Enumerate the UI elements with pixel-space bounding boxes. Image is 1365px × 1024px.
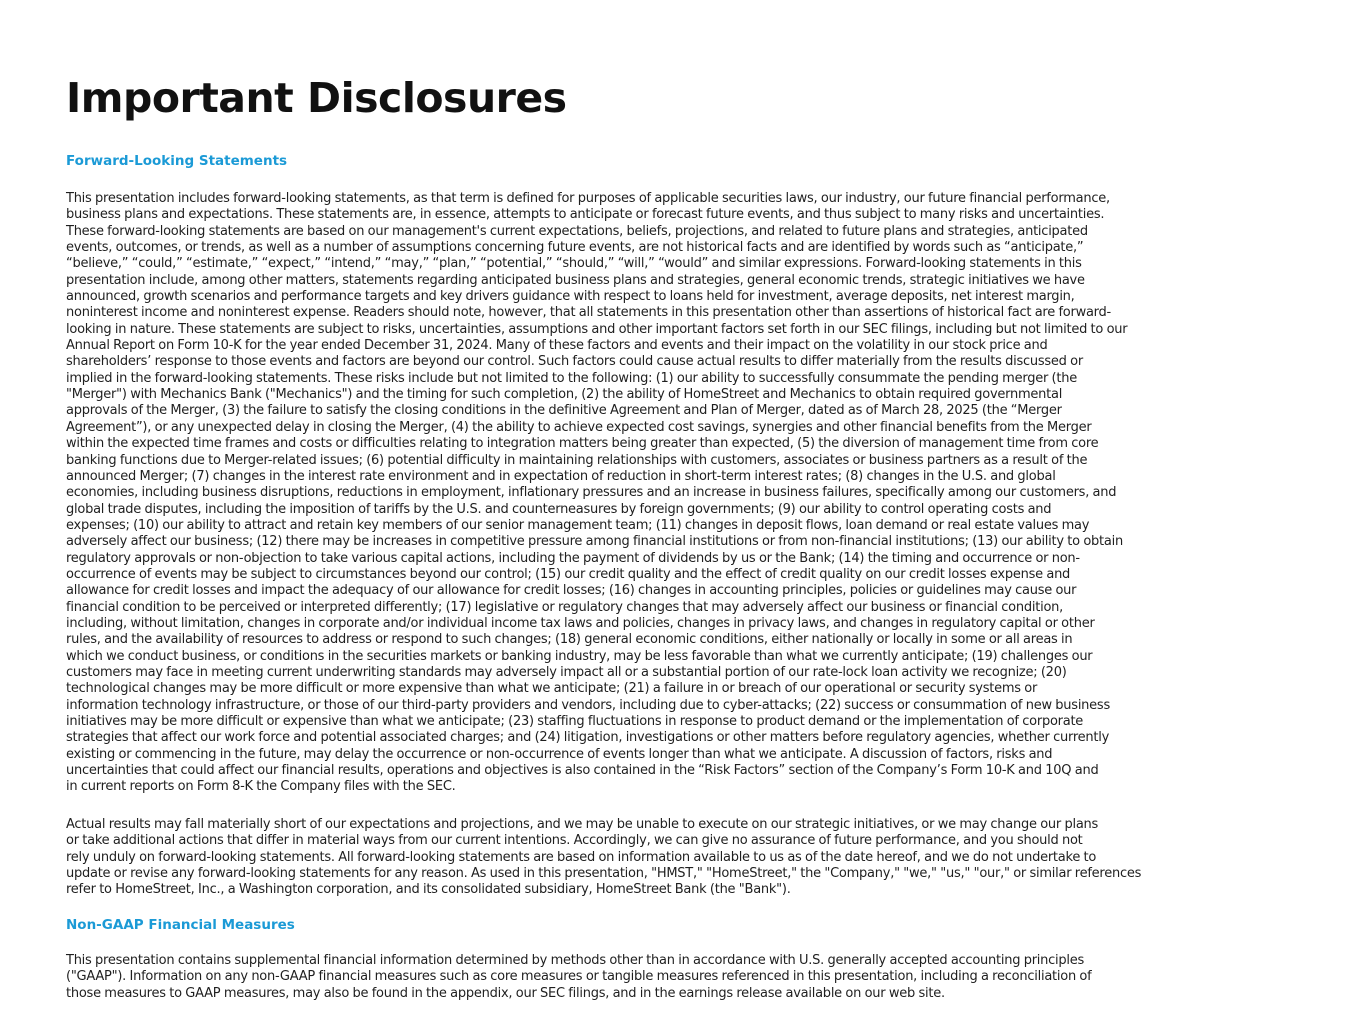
paragraph-line: initiatives may be more difficult or expensive than what we anticipate; (23) staffing fluctuations in response to product demand or the implementation of corporate [66, 714, 1084, 729]
paragraph-line: occurrence of events may be subject to circumstances beyond our control; (15) our credit quality and the effect of credit quality on our credit losses expense and [66, 566, 1071, 582]
paragraph-line: or take additional actions that differ in material ways from our current intentions. Accordingly, we can give no assurance of future performance, and you should not [66, 833, 1083, 849]
paragraph-line: adversely affect our business; (12) there may be increases in competitive pressure among financial institutions or from non-financial institutions; (13) our ability to obtain [66, 534, 1123, 550]
paragraph-line: existing or commencing in the future, may delay the occurrence or non-occurrence of events longer than what we anticipate. A discussion of factors, risks and [66, 746, 1053, 762]
paragraph-line: regulatory approvals or non-objection to take various capital actions, including the payment of dividends by us or the Bank; (14) the timing and occurrence or non- [66, 550, 1080, 566]
paragraph-line: rely unduly on forward-looking statements. All forward-looking statements are based on information available to us as of the date hereof, and we do not undertake to [66, 849, 1097, 865]
paragraph-line: This presentation contains supplemental financial information determined by methods other than in accordance with U.S. generally accepted accounting principles [66, 953, 1085, 968]
non-gaap-heading: Non-GAAP Financial Measures [66, 917, 295, 933]
paragraph-line: announced Merger; (7) changes in the interest rate environment and in expectation of reduction in short-term interest rates; (8) changes in the U.S. and global [66, 468, 1056, 484]
paragraph-line: These forward-looking statements are based on our management's current expectations, beliefs, projections, and related to future plans and strategies, anticipated [66, 223, 1088, 239]
paragraph-line: banking functions due to Merger-related issues; (6) potential difficulty in maintaining relationships with customers, associates or business partners as a result of the [66, 452, 1088, 468]
paragraph-line: global trade disputes, including the imposition of tariffs by the U.S. and counterneasures by foreign governments; (9) our ability to control operating costs and [66, 501, 1052, 517]
paragraph-line: update or revise any forward-looking statements for any reason. As used in this presentation, "HMST," "HomeStreet," the "Company," "we," "us," "our," or similar references [66, 866, 1142, 882]
paragraph-line: which we conduct business, or conditions in the securities markets or banking industry, may be less favorable than what we currently anticipate; (19) challenges our [66, 648, 1093, 664]
paragraph-line: refer to HomeStreet, Inc., a Washington corporation, and its consolidated subsidiary, HomeStreet Bank (the "Bank"). [66, 882, 791, 898]
paragraph-line: strategies that affect our work force and potential associated charges; and (24) litigation, investigations or other matters before regulatory agencies, whether currently [66, 730, 1110, 746]
paragraph-line: within the expected time frames and costs or difficulties relating to integration matters being greater than expected, (5) the diversion of management time from core [66, 436, 1099, 452]
paragraph-line: Agreement”), or any unexpected delay in closing the Merger, (4) the ability to achieve expected cost savings, synergies and other financial benefits from the Merger [66, 419, 1092, 435]
page-title: Important Disclosures [66, 74, 567, 122]
paragraph-line: approvals of the Merger, (3) the failure to satisfy the closing conditions in the definitive Agreement and Plan of Merger, dated as of March 28, 2025 (the “Merger [66, 403, 1062, 419]
paragraph-line: uncertainties that could affect our financial results, operations and objectives is also contained in the “Risk Factors” section of the Company’s Form 10-K and 10Q and [66, 763, 1099, 779]
paragraph-line: in current reports on Form 8-K the Company files with the SEC. [66, 779, 456, 795]
paragraph-line: rules, and the availability of resources to address or respond to such changes; (18) general economic conditions, either nationally or locally in some or all areas in [66, 632, 1073, 648]
paragraph-line: implied in the forward-looking statements. These risks include but not limited to the following: (1) our ability to successfully consummate the pending merger (the [66, 370, 1077, 386]
paragraph-line: Annual Report on Form 10-K for the year ended December 31, 2024. Many of these factors and events and their impact on the volatility in our stock price and [66, 338, 1048, 354]
paragraph-line: allowance for credit losses and impact the adequacy of our allowance for credit losses; (16) changes in accounting principles, policies or guidelines may cause our [66, 583, 1077, 599]
paragraph-line: including, without limitation, changes in corporate and/or individual income tax laws and policies, changes in privacy laws, and changes in regulatory capital or other [66, 615, 1095, 631]
paragraph-line: Actual results may fall materially short of our expectations and projections, and we may be unable to execute on our strategic initiatives, or we may change our plans [66, 817, 1099, 832]
paragraph-line: “believe,” “could,” “estimate,” “expect,” “intend,” “may,” “plan,” “potential,” “should,” “will,” “would” and similar expressions. Forward-looking statements in this [66, 256, 1082, 272]
paragraph-line: those measures to GAAP measures, may also be found in the appendix, our SEC filings, and in the earnings release available on our web site. [66, 985, 945, 1001]
paragraph-line: looking in nature. These statements are subject to risks, uncertainties, assumptions and other important factors set forth in our SEC filings, including but not limited to our [66, 321, 1128, 337]
paragraph-line: technological changes may be more difficult or more expensive than what we anticipate; (21) a failure in or breach of our operational or security systems or [66, 681, 1038, 697]
paragraph-line: economies, including business disruptions, reductions in employment, inflationary pressures and an increase in business failures, specifically among our customers, and [66, 485, 1117, 501]
paragraph-line: information technology infrastructure, or those of our third-party providers and vendors, including due to cyber-attacks; (22) success or consummation of new business [66, 697, 1110, 713]
paragraph-line: shareholders’ response to those events and factors are beyond our control. Such factors could cause actual results to differ materially from the results discussed or [66, 354, 1083, 370]
paragraph-line: noninterest income and noninterest expense. Readers should note, however, that all statements in this presentation other than assertions of historical fact are forward- [66, 305, 1111, 321]
paragraph-line: business plans and expectations. These statements are, in essence, attempts to anticipate or forecast future events, and thus subject to many risks and uncertainties. [66, 207, 1105, 223]
forward-looking-paragraph-2 [66, 817, 1298, 899]
forward-looking-heading: Forward-Looking Statements [66, 153, 288, 169]
paragraph-line: This presentation includes forward-looking statements, as that term is defined for purposes of applicable securities laws, our industry, our future financial performance, [66, 191, 1110, 206]
non-gaap-paragraph [66, 953, 1298, 1002]
paragraph-line: financial condition to be perceived or interpreted differently; (17) legislative or regulatory changes that may adversely affect our business or financial condition, [66, 599, 1064, 615]
paragraph-line: announced, growth scenarios and performance targets and key drivers guidance with respect to loans held for investment, average deposits, net interest margin, [66, 289, 1075, 305]
paragraph-line: ("GAAP"). Information on any non-GAAP financial measures such as core measures or tangible measures referenced in this presentation, including a reconciliation of [66, 969, 1092, 985]
paragraph-line: presentation include, among other matters, statements regarding anticipated business plans and strategies, general economic trends, strategic initiatives we have [66, 272, 1085, 288]
paragraph-line: customers may face in meeting current underwriting standards may adversely impact all or a substantial portion of our rate-lock loan activity we recognize; (20) [66, 664, 1067, 680]
paragraph-line: "Merger") with Mechanics Bank ("Mechanics") and the timing for such completion, (2) the ability of HomeStreet and Mechanics to obtain required governmental [66, 387, 1063, 403]
paragraph-line: events, outcomes, or trends, as well as a number of assumptions concerning future events, are not historical facts and are identified by words such as “anticipate,” [66, 240, 1084, 256]
forward-looking-paragraph-1 [66, 191, 1298, 796]
paragraph-line: expenses; (10) our ability to attract and retain key members of our senior management team; (11) changes in deposit flows, loan demand or real estate values may [66, 517, 1090, 533]
